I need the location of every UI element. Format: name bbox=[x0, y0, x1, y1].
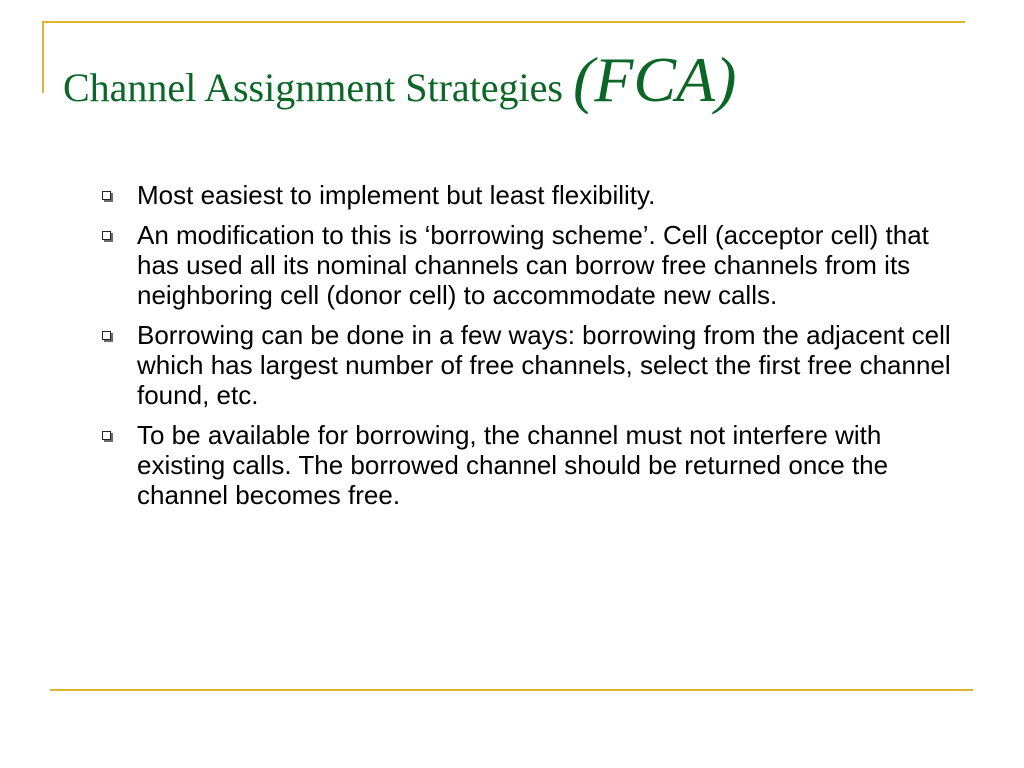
top-border-line bbox=[42, 21, 965, 23]
bullet-item bbox=[100, 320, 970, 410]
bullet-list bbox=[100, 180, 970, 520]
bullet-item bbox=[100, 220, 970, 310]
bullet-text: Borrowing can be done in a few ways: borrowing from the adjacent cell which has largest number of free channels, select the first free channel found, etc. bbox=[137, 320, 951, 410]
bullet-item bbox=[100, 420, 970, 510]
hollow-square-bullet-icon bbox=[102, 431, 111, 440]
bullet-item bbox=[100, 180, 970, 210]
slide-title-main: Channel Assignment Strategies bbox=[63, 65, 563, 110]
bullet-text: An modification to this is ‘borrowing scheme’. Cell (acceptor cell) that has used all its nominal channels can borrow free channels from its neighboring cell (donor cell) to accommodate new calls. bbox=[137, 220, 929, 310]
left-border-line bbox=[42, 21, 44, 93]
hollow-square-bullet-icon bbox=[102, 331, 111, 340]
bullet-text: To be available for borrowing, the channel must not interfere with existing calls. The borrowed channel should be returned once the channel becomes free. bbox=[137, 420, 889, 510]
bullet-text: Most easiest to implement but least flexibility. bbox=[137, 180, 656, 210]
hollow-square-bullet-icon bbox=[102, 191, 111, 200]
slide-title-italic: (FCA) bbox=[572, 44, 737, 115]
slide-title bbox=[63, 44, 737, 115]
hollow-square-bullet-icon bbox=[102, 231, 111, 240]
bottom-border-line bbox=[50, 689, 973, 691]
